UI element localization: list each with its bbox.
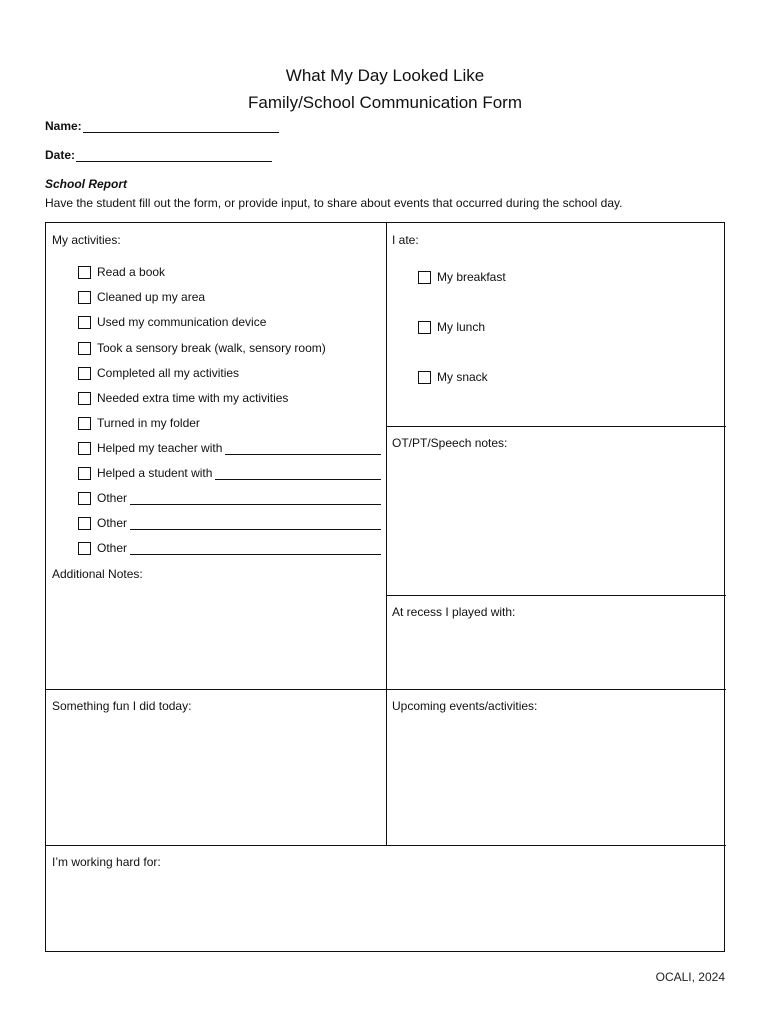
checkbox[interactable] — [78, 467, 91, 480]
additional-notes-label: Additional Notes: — [52, 567, 143, 581]
fill-in-line[interactable] — [225, 442, 381, 455]
report-grid — [45, 222, 725, 952]
fill-in-line[interactable] — [130, 492, 381, 505]
activity-item[interactable]: Other — [78, 491, 381, 505]
activity-item[interactable]: Other — [78, 516, 381, 530]
checkbox[interactable] — [78, 316, 91, 329]
recess-label: At recess I played with: — [392, 605, 516, 619]
checkbox[interactable] — [78, 392, 91, 405]
activity-item[interactable]: Read a book — [78, 265, 165, 279]
checkbox[interactable] — [78, 417, 91, 430]
date-field-row — [45, 148, 272, 162]
checkbox[interactable] — [418, 271, 431, 284]
column-divider — [386, 223, 387, 846]
school-report-heading: School Report — [45, 177, 128, 191]
therapy-notes-label: OT/PT/Speech notes: — [392, 436, 508, 450]
activity-item[interactable]: Completed all my activities — [78, 366, 239, 380]
name-label: Name: — [45, 119, 82, 133]
checkbox[interactable] — [78, 542, 91, 555]
fill-in-line[interactable] — [130, 542, 381, 555]
activity-item[interactable]: Cleaned up my area — [78, 290, 205, 304]
form-title: What My Day Looked Like — [285, 66, 485, 85]
fill-in-line[interactable] — [215, 467, 381, 480]
date-input-line[interactable] — [76, 148, 272, 162]
meal-item[interactable]: My breakfast — [418, 270, 506, 284]
meal-item[interactable]: My lunch — [418, 320, 485, 334]
name-input-line[interactable] — [83, 119, 279, 133]
upcoming-label: Upcoming events/activities: — [392, 699, 538, 713]
checkbox[interactable] — [78, 291, 91, 304]
activity-item[interactable]: Helped a student with — [78, 466, 381, 480]
ate-label: I ate: — [392, 233, 419, 247]
checkbox[interactable] — [78, 442, 91, 455]
row-divider-ate — [386, 426, 726, 427]
checkbox[interactable] — [78, 517, 91, 530]
fun-label: Something fun I did today: — [52, 699, 192, 713]
checkbox[interactable] — [78, 492, 91, 505]
activity-item[interactable]: Used my communication device — [78, 315, 266, 329]
activity-item[interactable]: Other — [78, 541, 381, 555]
checkbox[interactable] — [418, 371, 431, 384]
checkbox[interactable] — [78, 266, 91, 279]
checkbox[interactable] — [78, 342, 91, 355]
fill-in-line[interactable] — [130, 517, 381, 530]
activity-item[interactable]: Took a sensory break (walk, sensory room) — [78, 341, 326, 355]
row-divider-bottom — [46, 845, 726, 846]
activity-item[interactable]: Needed extra time with my activities — [78, 391, 288, 405]
meal-item[interactable]: My snack — [418, 370, 488, 384]
working-hard-label: I’m working hard for: — [52, 855, 161, 869]
name-field-row — [45, 119, 279, 133]
activity-item[interactable]: Turned in my folder — [78, 416, 200, 430]
school-report-instructions: Have the student fill out the form, or provide input, to share about events that occurred during the school day. — [45, 196, 623, 210]
activities-label: My activities: — [52, 233, 121, 247]
date-label: Date: — [45, 148, 76, 162]
form-subtitle: Family/School Communication Form — [248, 93, 522, 112]
activity-item[interactable]: Helped my teacher with — [78, 441, 381, 455]
row-divider-middle — [46, 689, 726, 690]
checkbox[interactable] — [78, 367, 91, 380]
footer-credit: OCALI, 2024 — [655, 970, 725, 984]
row-divider-notes — [386, 595, 726, 596]
checkbox[interactable] — [418, 321, 431, 334]
